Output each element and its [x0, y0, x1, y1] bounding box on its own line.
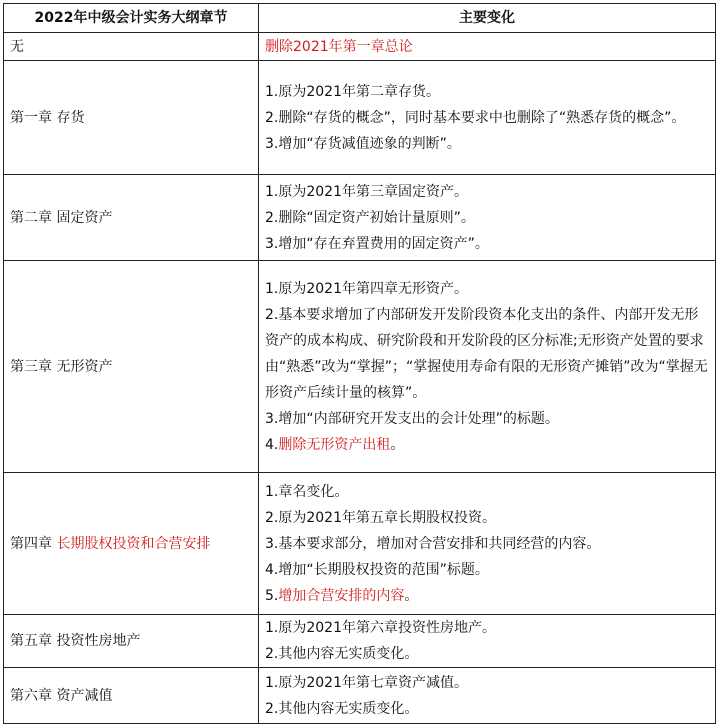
change-text: 2.基本要求增加了内部研发开发阶段资本化支出的条件、内部开发无形资产的成本构成、研究阶段和开发阶段的区分标准;无形资产处置的要求由“熟悉”改为“掌握”；“掌握使用寿命有限的无形资产摊销”改为“掌握无形资产后续计量的核算”。 — [265, 306, 708, 401]
change-item — [265, 432, 709, 458]
chapter-text: 第六章 资产减值 — [10, 687, 113, 704]
change-text: 1.原为2021年第三章固定资产。 — [265, 183, 468, 200]
change-item — [265, 479, 709, 505]
change-highlight-text: 增加合营安排的内容 — [278, 587, 405, 604]
change-item — [265, 641, 709, 667]
chapter-cell — [4, 261, 259, 473]
chapter-cell — [4, 668, 259, 724]
change-item — [265, 231, 709, 257]
changes-cell — [259, 33, 716, 61]
change-item — [265, 276, 709, 302]
changes-cell — [259, 615, 716, 668]
change-text: 1.章名变化。 — [265, 483, 349, 500]
chapter-text: 第三章 无形资产 — [10, 358, 113, 375]
table-row — [4, 668, 716, 724]
chapter-cell — [4, 615, 259, 668]
table-body — [4, 33, 716, 724]
change-highlight-text: 删除无形资产出租 — [278, 436, 391, 453]
header-chapter: 2022年中级会计实务大纲章节 — [4, 4, 259, 33]
change-item — [265, 531, 709, 557]
change-text: 1.原为2021年第四章无形资产。 — [265, 280, 468, 297]
change-item — [265, 131, 709, 157]
change-item — [265, 406, 709, 432]
changes-cell — [259, 61, 716, 175]
change-text: 2.其他内容无实质变化。 — [265, 646, 419, 662]
table-header-row — [4, 4, 716, 33]
table-row — [4, 175, 716, 261]
change-text: 5. — [265, 587, 279, 604]
change-item — [265, 670, 709, 696]
change-text: 2.删除“存货的概念”，同时基本要求中也删除了“熟悉存货的概念”。 — [265, 109, 686, 126]
chapter-text: 第二章 固定资产 — [10, 209, 113, 226]
change-text: 1.原为2021年第二章存货。 — [265, 83, 440, 100]
change-text: 。 — [390, 436, 405, 453]
changes-cell — [259, 175, 716, 261]
change-highlight-text: 删除2021年第一章总论 — [265, 38, 413, 55]
change-item — [265, 34, 709, 60]
chapter-cell — [4, 473, 259, 615]
change-text: 2.原为2021年第五章长期股权投资。 — [265, 509, 496, 526]
change-text: 1.原为2021年第七章资产减值。 — [265, 674, 468, 691]
change-item — [265, 179, 709, 205]
table-row — [4, 261, 716, 473]
change-text: 2.其他内容无实质变化。 — [265, 700, 419, 717]
change-item — [265, 615, 709, 641]
table-row — [4, 33, 716, 61]
change-text: 3.基本要求部分，增加对合营安排和共同经营的内容。 — [265, 535, 601, 552]
change-text: 3.增加“内部研究开发支出的会计处理”的标题。 — [265, 410, 559, 427]
table-row — [4, 61, 716, 175]
changes-cell — [259, 261, 716, 473]
chapter-highlight-text: 长期股权投资和合营安排 — [56, 535, 211, 552]
chapter-cell — [4, 33, 259, 61]
table-row — [4, 615, 716, 668]
change-item — [265, 302, 709, 406]
changes-cell — [259, 473, 716, 615]
chapter-text: 第四章 — [10, 535, 57, 552]
chapter-text: 第五章 投资性房地产 — [10, 633, 141, 649]
change-item — [265, 105, 709, 131]
change-text: 1.原为2021年第六章投资性房地产。 — [265, 620, 496, 636]
header-changes: 主要变化 — [259, 4, 716, 33]
change-text: 4. — [265, 436, 279, 453]
change-item — [265, 557, 709, 583]
chapter-text: 无 — [10, 38, 24, 55]
change-text: 3.增加“存在弃置费用的固定资产”。 — [265, 235, 489, 252]
change-item — [265, 696, 709, 722]
changes-cell — [259, 668, 716, 724]
table-row — [4, 473, 716, 615]
change-text: 3.增加“存货减值迹象的判断”。 — [265, 135, 461, 152]
chapter-cell — [4, 61, 259, 175]
change-item — [265, 505, 709, 531]
change-text: 2.删除“固定资产初始计量原则”。 — [265, 209, 475, 226]
change-item — [265, 205, 709, 231]
change-text: 4.增加“长期股权投资的范围”标题。 — [265, 561, 489, 578]
syllabus-changes-table — [3, 3, 716, 724]
change-item — [265, 583, 709, 609]
change-text: 。 — [404, 587, 419, 604]
change-item — [265, 79, 709, 105]
chapter-text: 第一章 存货 — [10, 109, 85, 126]
chapter-cell — [4, 175, 259, 261]
